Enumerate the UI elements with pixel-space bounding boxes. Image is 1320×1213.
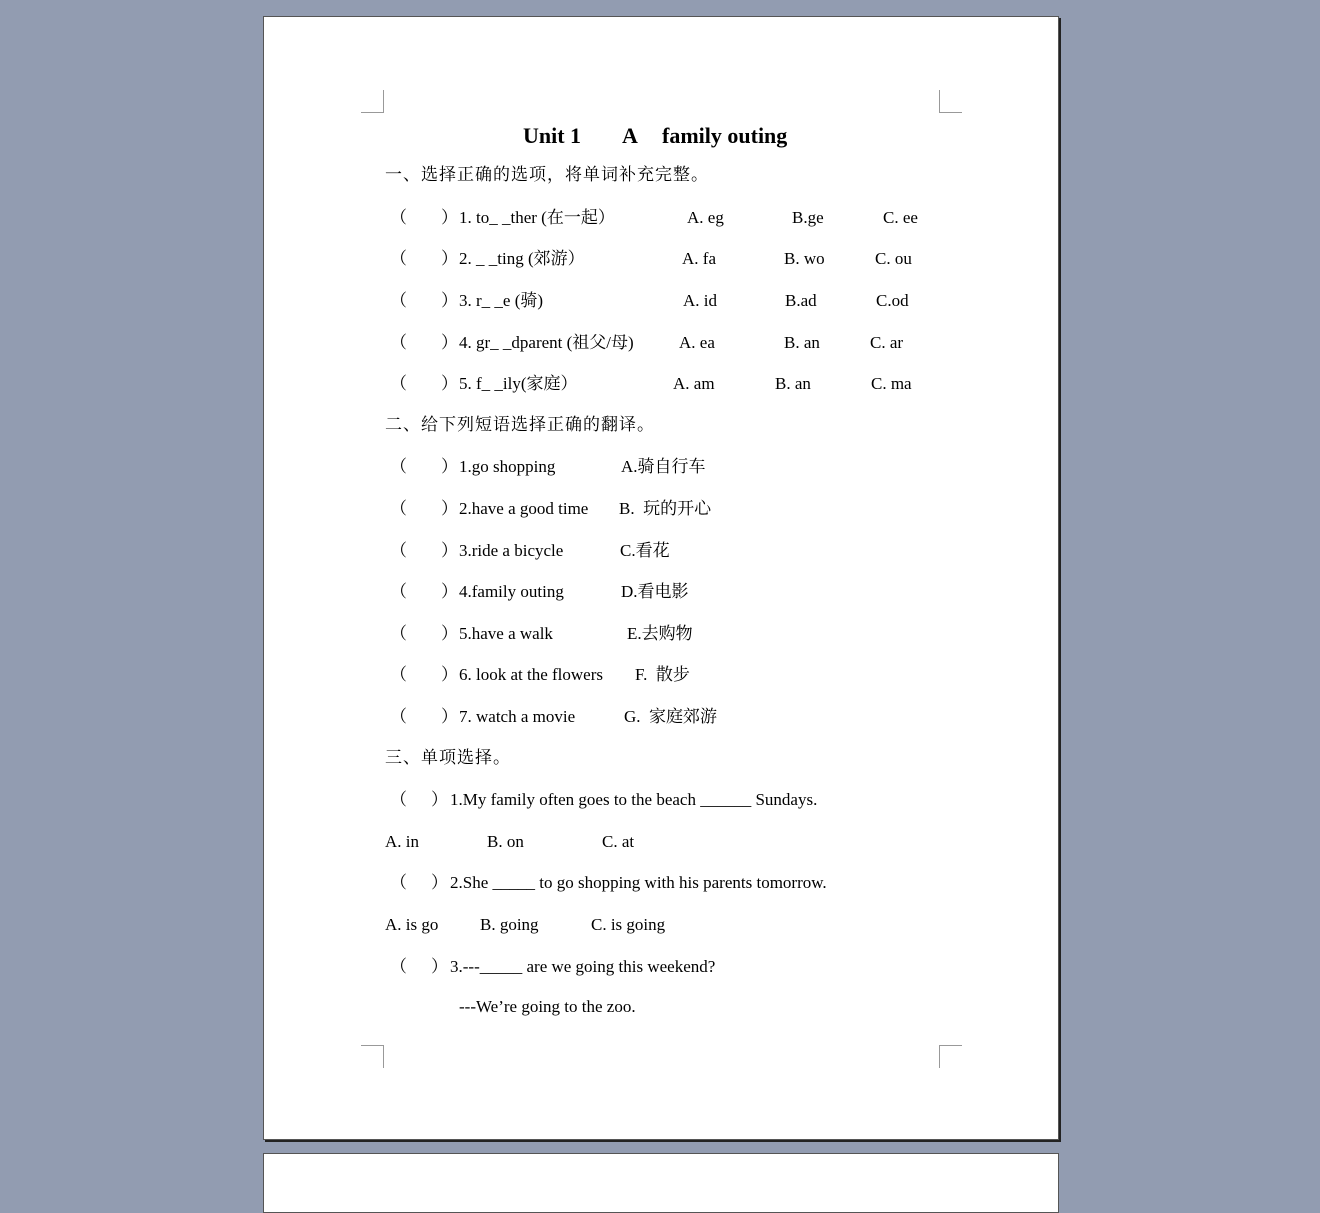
- answer-paren-open: （: [390, 457, 407, 476]
- answer-paren-close: ）: [441, 499, 458, 518]
- answer-paren-close: ）: [441, 457, 458, 476]
- phrase-text: 3.ride a bicycle: [459, 541, 564, 560]
- question-text: 3. r_ _e (骑): [459, 291, 544, 310]
- title-topic: family outing: [662, 123, 788, 148]
- question-text: 2. _ _ting (郊游）: [459, 249, 585, 268]
- option-b: B. on: [487, 832, 524, 851]
- option-a: A. id: [683, 291, 717, 310]
- answer-paren-open: （: [390, 374, 407, 393]
- question-text: 1. to_ _ther (在一起）: [459, 208, 615, 227]
- question-text: 3.---_____ are we going this weekend?: [450, 957, 716, 976]
- answer-paren-close: ）: [441, 333, 458, 352]
- answer-paren-close: ）: [441, 665, 458, 684]
- answer-paren-close: ）: [441, 374, 458, 393]
- section2-heading: 二、给下列短语选择正确的翻译。: [385, 415, 655, 435]
- answer-paren-open: （: [390, 541, 407, 560]
- option-c: C. ma: [871, 374, 912, 393]
- answer-paren-close: ）: [441, 249, 458, 268]
- translation-text: D.看电影: [621, 582, 689, 601]
- option-b: B. going: [480, 915, 539, 934]
- phrase-text: 7. watch a movie: [459, 707, 576, 726]
- answer-paren-close: ）: [441, 291, 458, 310]
- answer-paren-open: （: [390, 499, 407, 518]
- answer-paren-open: （: [390, 291, 407, 310]
- dialogue-answer: ---We’re going to the zoo.: [459, 997, 636, 1016]
- document-page: [263, 16, 1059, 1140]
- answer-paren-open: （: [390, 957, 407, 976]
- question-text: 5. f_ _ily(家庭）: [459, 374, 578, 393]
- option-b: B.ad: [785, 291, 817, 310]
- answer-paren-close: ）: [441, 582, 458, 601]
- answer-paren-open: （: [390, 582, 407, 601]
- title-unit: Unit 1: [523, 123, 582, 148]
- answer-paren-open: （: [390, 790, 407, 809]
- section1-heading: 一、选择正确的选项，将单词补充完整。: [385, 165, 709, 185]
- answer-paren-close: ）: [431, 957, 448, 976]
- answer-paren-open: （: [390, 208, 407, 227]
- option-b: B. wo: [784, 249, 825, 268]
- option-b: B. an: [775, 374, 811, 393]
- margin-corner-top-right: [939, 90, 962, 113]
- question-text: 4. gr_ _dparent (祖父/母): [459, 333, 634, 352]
- option-a: A. ea: [679, 333, 715, 352]
- phrase-text: 1.go shopping: [459, 457, 556, 476]
- translation-text: C.看花: [620, 541, 670, 560]
- option-a: A. in: [385, 832, 419, 851]
- answer-paren-open: （: [390, 624, 407, 643]
- phrase-text: 5.have a walk: [459, 624, 553, 643]
- margin-corner-bottom-left: [361, 1045, 384, 1068]
- option-c: C. ee: [883, 208, 918, 227]
- next-page: [263, 1153, 1059, 1213]
- margin-corner-bottom-right: [939, 1045, 962, 1068]
- phrase-text: 6. look at the flowers: [459, 665, 603, 684]
- translation-text: F. 散步: [635, 665, 690, 684]
- option-c: C. is going: [591, 915, 666, 934]
- margin-corner-top-left: [361, 90, 384, 113]
- answer-paren-close: ）: [441, 541, 458, 560]
- answer-paren-open: （: [390, 707, 407, 726]
- phrase-text: 2.have a good time: [459, 499, 589, 518]
- option-a: A. fa: [682, 249, 716, 268]
- answer-paren-close: ）: [431, 790, 448, 809]
- option-c: C. ar: [870, 333, 904, 352]
- question-text: 1.My family often goes to the beach ______ Sundays.: [450, 790, 818, 809]
- translation-text: B. 玩的开心: [619, 499, 712, 518]
- option-a: A. eg: [687, 208, 724, 227]
- option-c: C. at: [602, 832, 635, 851]
- option-b: B. an: [784, 333, 820, 352]
- option-c: C. ou: [875, 249, 912, 268]
- answer-paren-close: ）: [441, 208, 458, 227]
- option-a: A. is go: [385, 915, 439, 934]
- option-a: A. am: [673, 374, 715, 393]
- answer-paren-close: ）: [441, 624, 458, 643]
- answer-paren-close: ）: [431, 873, 448, 892]
- option-b: B.ge: [792, 208, 824, 227]
- title-letter: A: [622, 123, 638, 148]
- answer-paren-open: （: [390, 665, 407, 684]
- translation-text: A.骑自行车: [621, 457, 706, 476]
- question-text: 2.She _____ to go shopping with his parents tomorrow.: [450, 873, 827, 892]
- option-c: C.od: [876, 291, 909, 310]
- answer-paren-close: ）: [441, 707, 458, 726]
- answer-paren-open: （: [390, 873, 407, 892]
- phrase-text: 4.family outing: [459, 582, 564, 601]
- section3-heading: 三、单项选择。: [385, 748, 511, 768]
- answer-paren-open: （: [390, 249, 407, 268]
- answer-paren-open: （: [390, 333, 407, 352]
- translation-text: G. 家庭郊游: [624, 707, 718, 726]
- translation-text: E.去购物: [627, 624, 693, 643]
